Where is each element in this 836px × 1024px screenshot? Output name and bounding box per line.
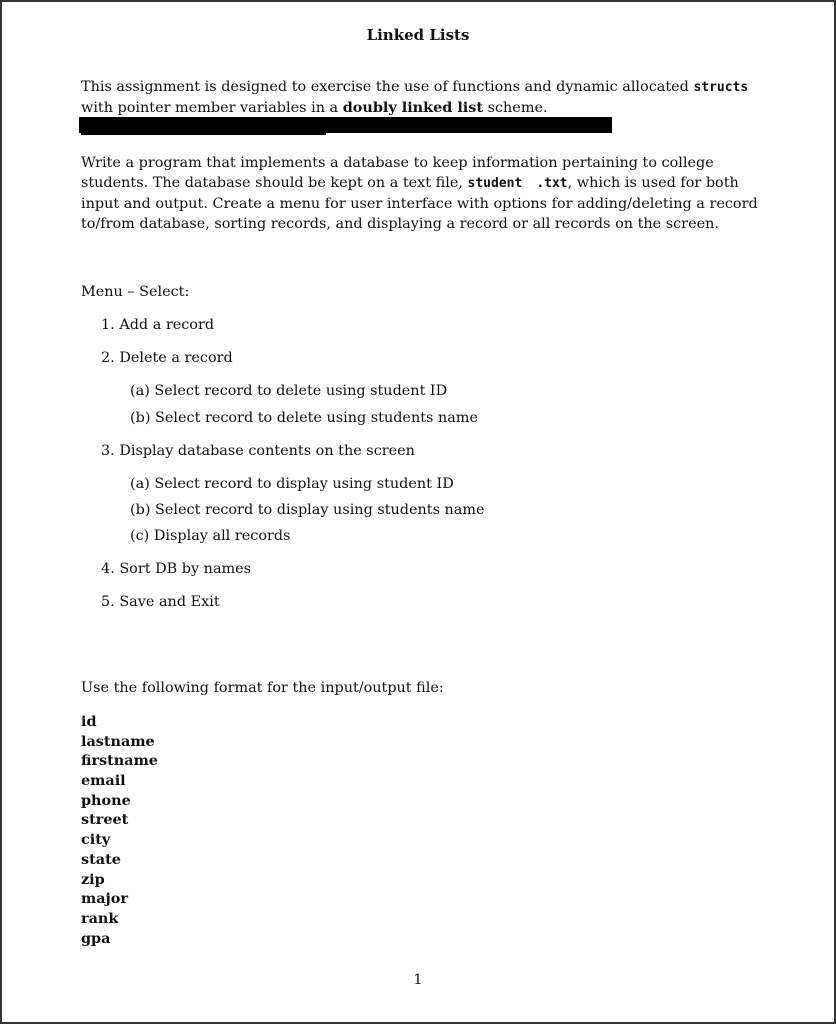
- intro-bold-term: doubly linked list: [342, 99, 484, 116]
- item-label: Add a record: [119, 317, 215, 333]
- sub-list-item: [130, 383, 447, 399]
- sub-item-number: (b): [130, 502, 151, 518]
- field-name: id: [81, 713, 97, 730]
- description-text: Write a program that implements a database to keep information pertaining to college students. The database should be kept on a text file,: [81, 155, 714, 191]
- page-title: Linked Lists: [366, 26, 470, 44]
- intro-code: structs: [693, 80, 749, 95]
- sub-item-number: (a): [130, 476, 150, 492]
- list-item: [101, 594, 220, 610]
- sub-item-label: Select record to display using students name: [155, 502, 485, 518]
- page-number: 1: [413, 972, 423, 988]
- item-label: Delete a record: [119, 350, 233, 366]
- sub-item-number: (a): [130, 383, 150, 399]
- sub-list-item: [130, 410, 478, 426]
- field-list: [81, 712, 158, 948]
- field-name: lastname: [81, 732, 155, 750]
- description-paragraph: [81, 153, 771, 234]
- description-text: , which is used for both input and output. Create a menu for user interface with options for adding/deleting a record to/from database, sorting records, and displaying a record or all records on the screen.: [81, 175, 758, 232]
- filename-extension: .txt: [536, 176, 568, 191]
- field-name: rank: [81, 909, 119, 927]
- menu-heading: Menu – Select:: [81, 284, 190, 300]
- field-name: email: [81, 772, 126, 790]
- item-number: 3.: [101, 443, 115, 459]
- sub-list-item: [130, 502, 485, 518]
- item-number: 2.: [101, 350, 115, 366]
- item-label: Display database contents on the screen: [119, 443, 415, 459]
- sub-item-label: Select record to delete using student ID: [154, 383, 448, 399]
- sub-item-label: Display all records: [153, 528, 291, 544]
- field-name: street: [81, 811, 129, 829]
- sub-list-item: [130, 476, 454, 492]
- list-item: [101, 561, 251, 577]
- item-number: 4.: [101, 561, 115, 577]
- list-item: [101, 317, 214, 333]
- field-name: city: [81, 831, 111, 849]
- list-item: [101, 443, 415, 459]
- sub-list-item: [130, 528, 290, 544]
- field-name: firstname: [81, 752, 158, 770]
- field-name: state: [81, 850, 121, 868]
- field-name: gpa: [81, 929, 111, 947]
- item-number: 1.: [101, 317, 115, 333]
- list-item: [101, 350, 233, 366]
- item-number: 5.: [101, 594, 115, 610]
- sub-item-label: Select record to display using student ID: [154, 476, 454, 492]
- field-name: zip: [81, 870, 105, 888]
- field-name: major: [81, 890, 128, 908]
- intro-text: with pointer member variables in a: [81, 100, 343, 116]
- sub-item-label: Select record to delete using students name: [155, 410, 478, 426]
- intro-text: scheme.: [483, 100, 548, 116]
- redaction-bar: [79, 117, 612, 133]
- field-name: phone: [81, 791, 131, 809]
- filename-code: student: [467, 176, 523, 191]
- sub-item-number: (b): [130, 410, 151, 426]
- sub-item-number: (c): [130, 528, 150, 544]
- format-intro: Use the following format for the input/output file:: [81, 680, 444, 696]
- item-label: Save and Exit: [119, 594, 220, 610]
- item-label: Sort DB by names: [119, 561, 252, 577]
- intro-text: This assignment is designed to exercise the use of functions and dynamic allocated: [81, 79, 694, 95]
